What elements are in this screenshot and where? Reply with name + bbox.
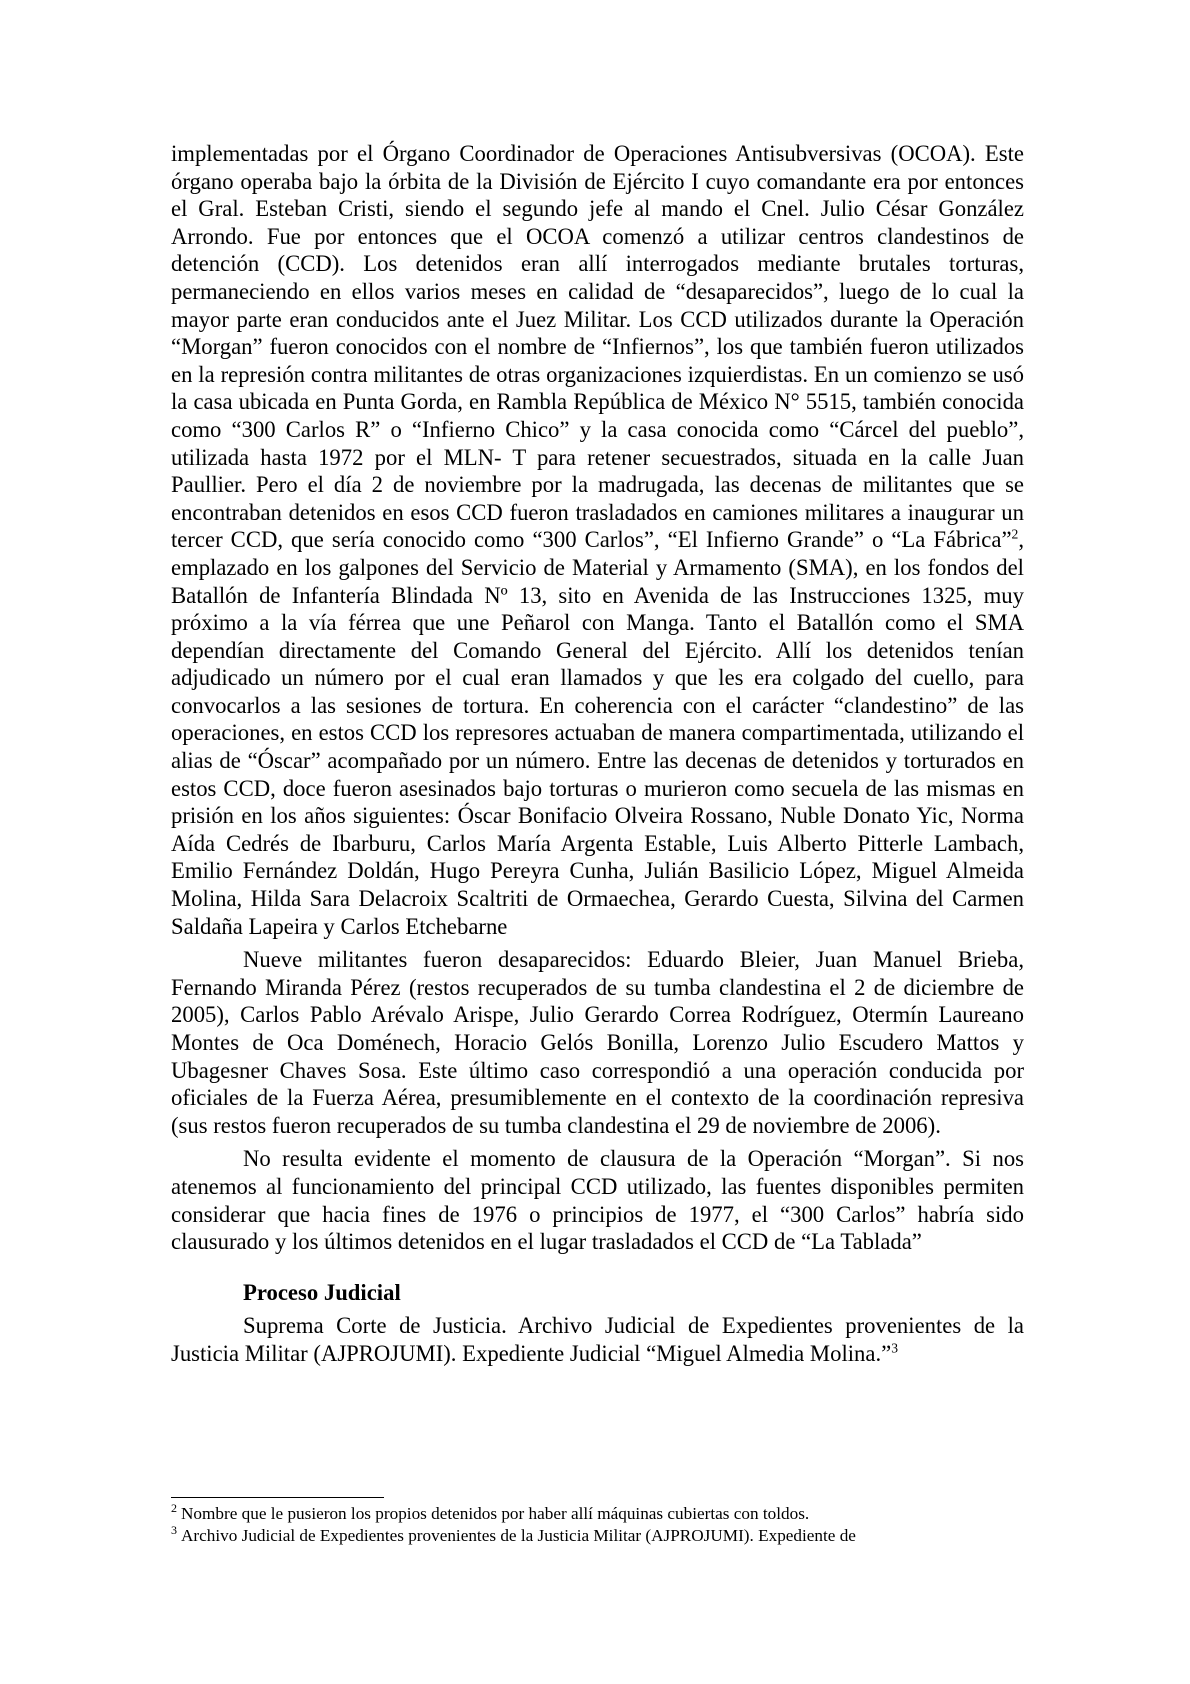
footnotes bbox=[171, 1503, 1024, 1547]
footnote-3-marker: 3 bbox=[171, 1523, 178, 1538]
footnote-ref-2: 2 bbox=[1011, 526, 1019, 542]
paragraph-ocoa-text-b: , emplazado en los galpones del Servicio de Material y Armamento (SMA), en los fondos del Batallón de Infantería Blindada Nº 13, sito en Avenida de las Instrucciones 1325, muy próximo a la vía férrea que une Peñarol con Manga. Tanto el Batallón como el SMA dependían directamente del Comando General del Ejército. Allí los detenidos tenían adjudicado un número por el cual eran llamados y que les era colgado del cuello, para convocarlos a las sesiones de tortura. En coherencia con el carácter “clandestino” de las operaciones, en estos CCD los represores actuaban de manera compartimentada, utilizando el alias de “Óscar” acompañado por un número. Entre las decenas de detenidos y torturados en estos CCD, doce fueron asesinados bajo torturas o murieron como secuela de las mismas en prisión en los años siguientes: Óscar Bonifacio Olveira Rossano, Nuble Donato Yic, Norma Aída Cedrés de Ibarburu, Carlos María Argenta Estable, Luis Alberto Pitterle Lambach, Emilio Fernández Doldán, Hugo Pereyra Cunha, Julián Basilicio López, Miguel Almeida Molina, Hilda Sara Delacroix Scaltriti de Ormaechea, Gerardo Cuesta, Silvina del Carmen Saldaña Lapeira y Carlos Etchebarne bbox=[171, 527, 1024, 939]
paragraph-desaparecidos: Nueve militantes fueron desaparecidos: Eduardo Bleier, Juan Manuel Brieba, Fernando Miranda Pérez (restos recuperados de su tumba clandestina el 2 de diciembre de 2005), Carlos Pablo Arévalo Arispe, Julio Gerardo Correa Rodríguez, Otermín Laureano Montes de Oca Doménech, Horacio Gelós Bonilla, Lorenzo Julio Escudero Mattos y Ubagesner Chaves Sosa. Este último caso correspondió a una operación conducida por oficiales de la Fuerza Aérea, presumiblemente en el contexto de la coordinación represiva (sus restos fueron recuperados de su tumba clandestina el 29 de noviembre de 2006). bbox=[171, 947, 1024, 1138]
paragraph-clausura: No resulta evidente el momento de clausura de la Operación “Morgan”. Si nos atenemos al funcionamiento del principal CCD utilizado, las fuentes disponibles permiten considerar que hacia fines de 1976 o principios de 1977, el “300 Carlos” habría sido clausurado y los últimos detenidos en el lugar trasladados el CCD de “La Tablada” bbox=[171, 1146, 1024, 1255]
paragraph-ocoa bbox=[171, 140, 1024, 940]
footnote-2-text: Nombre que le pusieron los propios detenidos por haber allí máquinas cubiertas con toldos. bbox=[181, 1504, 810, 1523]
section-heading: Proceso Judicial bbox=[243, 1279, 401, 1305]
paragraph-suprema-corte bbox=[171, 1312, 1024, 1367]
footnote-ref-3: 3 bbox=[891, 1340, 899, 1356]
footnote-2-marker: 2 bbox=[171, 1501, 178, 1516]
paragraph-suprema-corte-text: Suprema Corte de Justicia. Archivo Judicial de Expedientes provenientes de la Justicia Militar (AJPROJUMI). Expediente Judicial “Miguel Almedia Molina.” bbox=[171, 1313, 1024, 1366]
footnote-3 bbox=[171, 1525, 1024, 1547]
footnote-divider bbox=[171, 1497, 384, 1498]
paragraph-ocoa-text-a: implementadas por el Órgano Coordinador de Operaciones Antisubversivas (OCOA). Este órgano operaba bajo la órbita de la División de Ejército I cuyo comandante era por entonces el Gral. Esteban Cristi, siendo el segundo jefe al mando el Cnel. Julio César González Arrondo. Fue por entonces que el OCOA comenzó a utilizar centros clandestinos de detención (CCD). Los detenidos eran allí interrogados mediante brutales torturas, permaneciendo en ellos varios meses en calidad de “desaparecidos”, luego de lo cual la mayor parte eran conducidos ante el Juez Militar. Los CCD utilizados durante la Operación “Morgan” fueron conocidos con el nombre de “Infiernos”, los que también fueron utilizados en la represión contra militantes de otras organizaciones izquierdistas. En un comienzo se usó la casa ubicada en Punta Gorda, en Rambla República de México N° 5515, también conocida como “300 Carlos R” o “Infierno Chico” y la casa conocida como “Cárcel del pueblo”, utilizada hasta 1972 por el MLN- T para retener secuestrados, situada en la calle Juan Paullier. Pero el día 2 de noviembre por la madrugada, las decenas de militantes que se encontraban detenidos en esos CCD fueron trasladados en camiones militares a inaugurar un tercer CCD, que sería conocido como “300 Carlos”, “El Infierno Grande” o “La Fábrica” bbox=[171, 141, 1024, 553]
footnote-2 bbox=[171, 1503, 1024, 1525]
body-text bbox=[171, 140, 1024, 1374]
footnote-3-text: Archivo Judicial de Expedientes provenientes de la Justicia Militar (AJPROJUMI). Expediente de bbox=[181, 1526, 856, 1545]
